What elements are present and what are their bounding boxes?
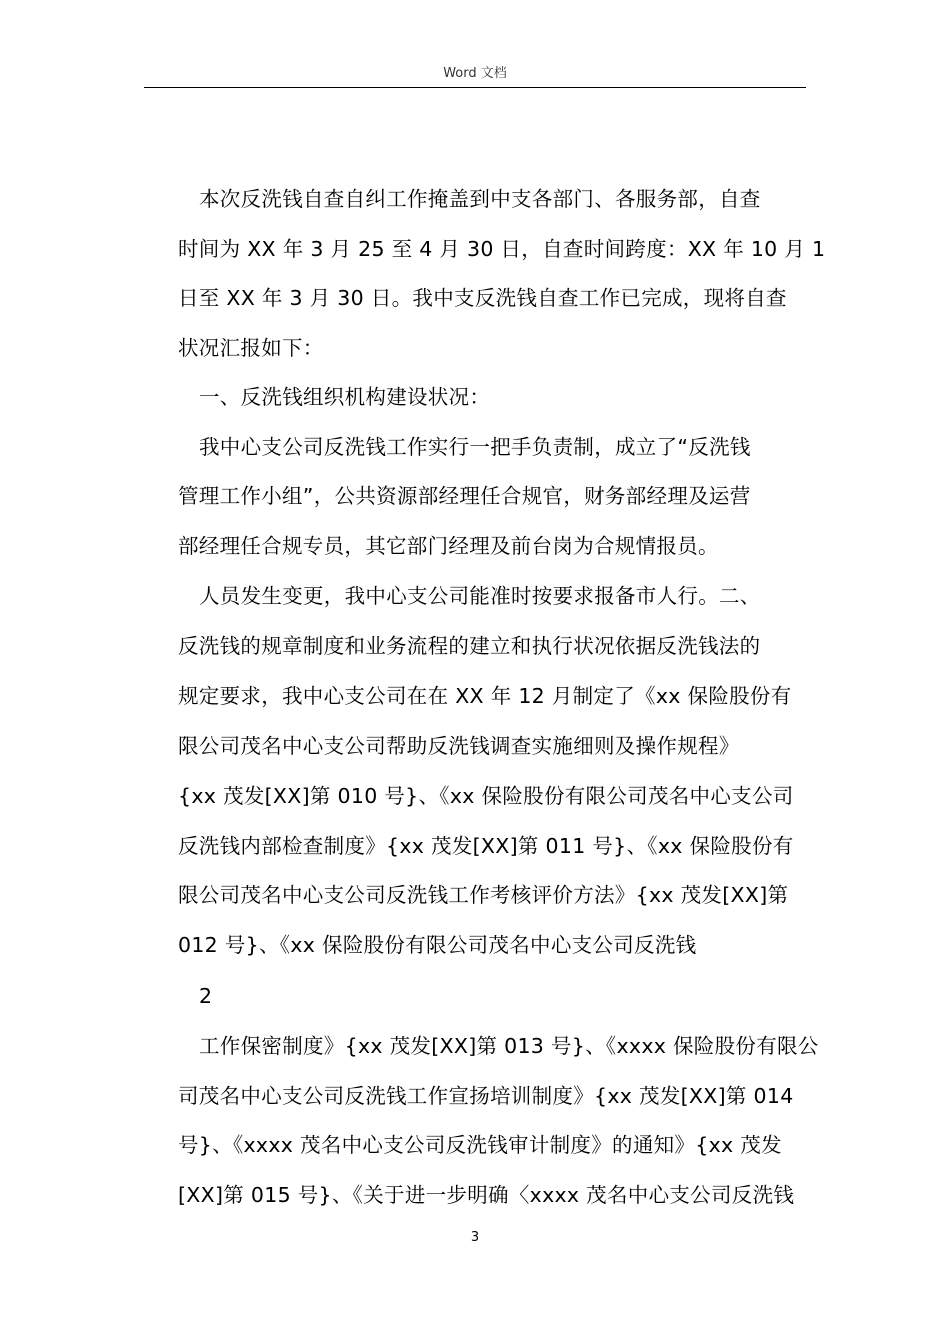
inline-page-marker: 2 — [199, 984, 213, 1008]
body-line: {xx 茂发[XX]第 010 号}、《xx 保险股份有限公司茂名中心支公司 — [178, 784, 794, 808]
body-line: 限公司茂名中心支公司帮助反洗钱调查实施细则及操作规程》 — [178, 734, 740, 758]
body-line: 状况汇报如下： — [178, 336, 324, 360]
body-line: 司茂名中心支公司反洗钱工作宣扬培训制度》{xx 茂发[XX]第 014 — [178, 1084, 794, 1108]
body-line: 号}、《xxxx 茂名中心支公司反洗钱审计制度》的通知》{xx 茂发 — [178, 1133, 782, 1157]
body-line: 部经理任合规专员，其它部门经理及前台岗为合规情报员。 — [178, 534, 719, 558]
body-line: 限公司茂名中心支公司反洗钱工作考核评价方法》{xx 茂发[XX]第 — [178, 883, 789, 907]
body-line: 012 号}、《xx 保险股份有限公司茂名中心支公司反洗钱 — [178, 933, 697, 957]
body-line: [XX]第 015 号}、《关于进一步明确〈xxxx 茂名中心支公司反洗钱 — [178, 1183, 795, 1207]
header-rule — [144, 87, 806, 88]
body-line: 管理工作小组”，公共资源部经理任合规官，财务部经理及运营 — [178, 484, 751, 508]
page-number: 3 — [470, 1230, 480, 1245]
body-line: 我中心支公司反洗钱工作实行一把手负责制，成立了“反洗钱 — [199, 435, 751, 459]
body-line: 本次反洗钱自查自纠工作掩盖到中支各部门、各服务部，自查 — [199, 187, 761, 211]
body-line: 反洗钱的规章制度和业务流程的建立和执行状况依据反洗钱法的 — [178, 634, 761, 658]
body-line: 反洗钱内部检查制度》{xx 茂发[XX]第 011 号}、《xx 保险股份有 — [178, 834, 794, 858]
body-line: 规定要求，我中心支公司在在 XX 年 12 月制定了《xx 保险股份有 — [178, 684, 792, 708]
body-line: 工作保密制度》{xx 茂发[XX]第 013 号}、《xxxx 保险股份有限公 — [199, 1034, 819, 1058]
section-heading: 一、反洗钱组织机构建设状况： — [199, 385, 491, 409]
page-header: Word 文档 — [443, 66, 507, 81]
body-line: 日至 XX 年 3 月 30 日。我中支反洗钱自查工作已完成，现将自查 — [178, 286, 787, 310]
body-line: 人员发生变更，我中心支公司能准时按要求报备市人行。二、 — [199, 584, 761, 608]
body-line: 时间为 XX 年 3 月 25 至 4 月 30 日，自查时间跨度：XX 年 10 月 1 — [178, 237, 826, 261]
